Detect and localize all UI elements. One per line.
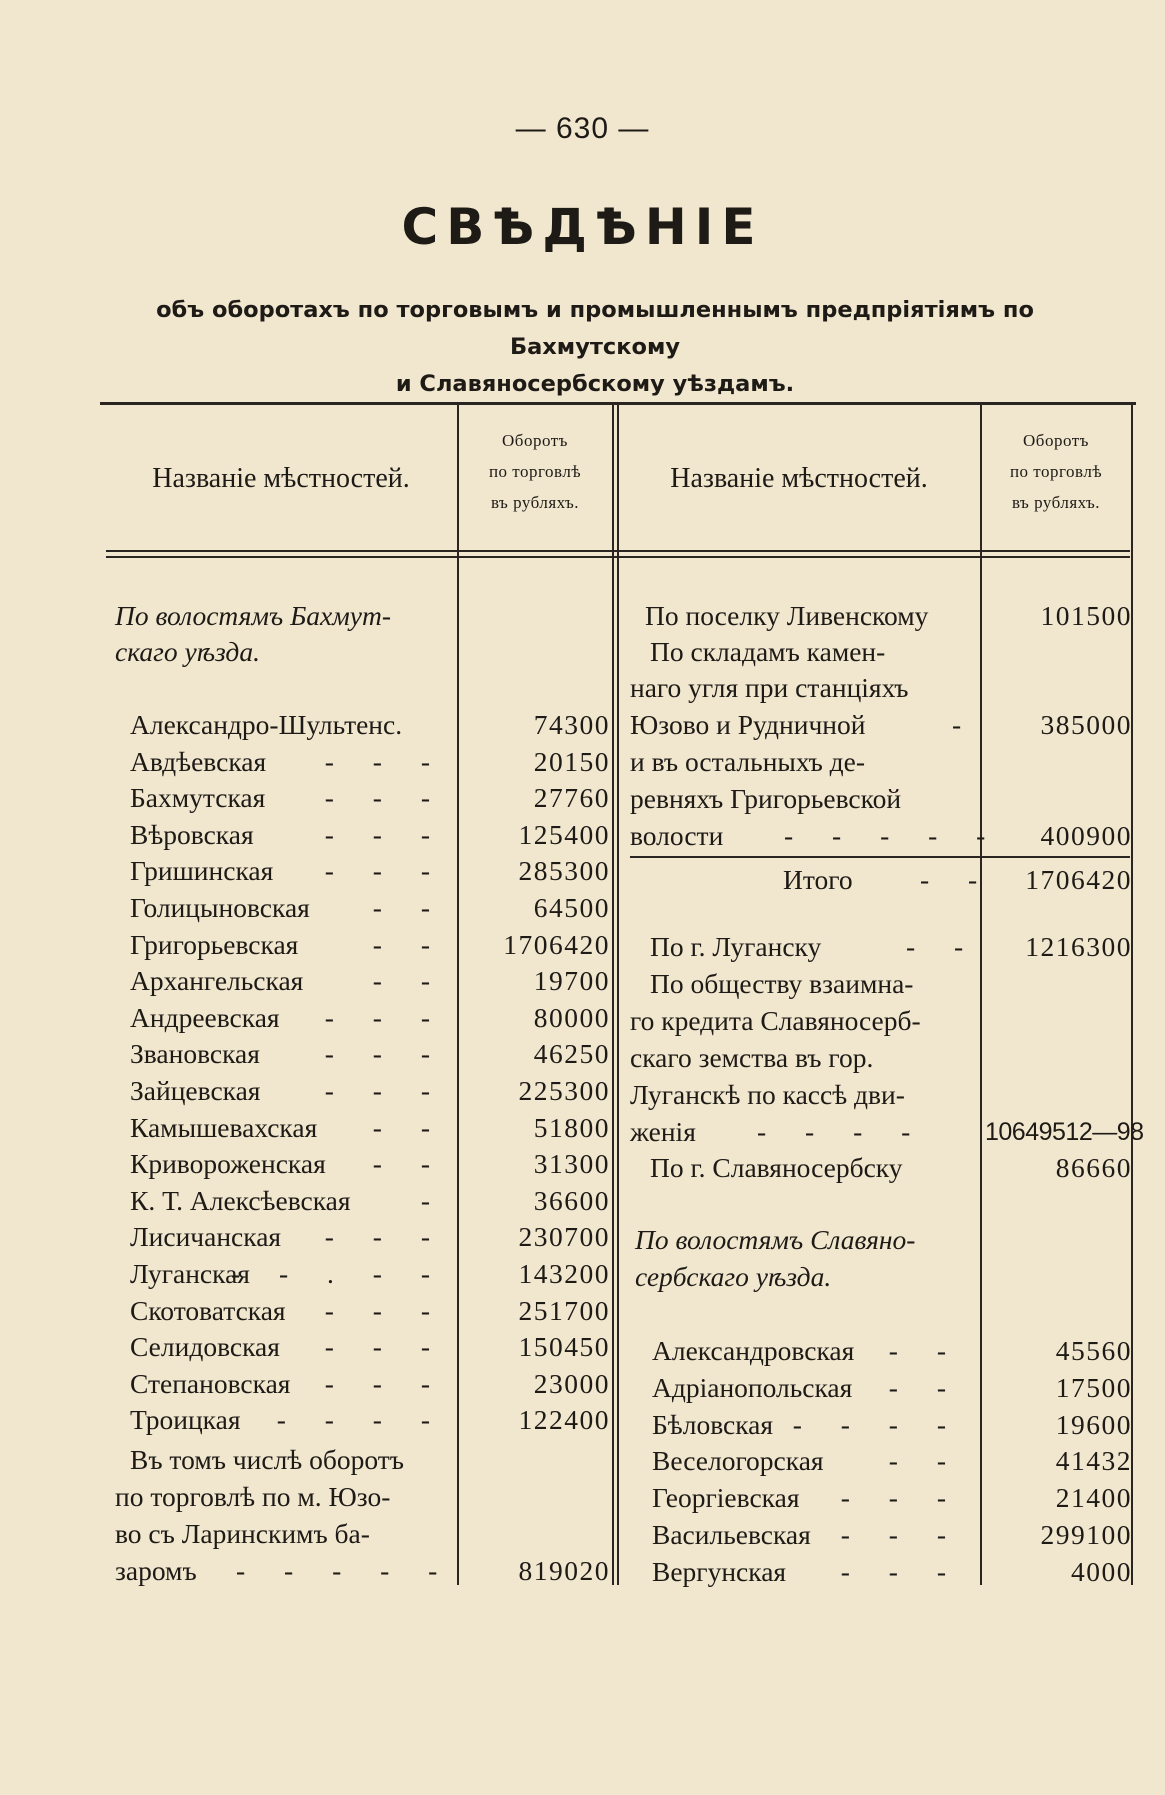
right-r2-line-4: и въ остальныхъ де- <box>630 746 866 777</box>
right-total-value: 1706420 <box>1025 864 1132 895</box>
right-total-label: Итого <box>783 864 853 895</box>
left-row-value: 27760 <box>533 782 610 814</box>
right-society-value: 10649512—98 <box>985 1118 1144 1146</box>
header-name-left: Названіе мѣстностей. <box>152 463 410 494</box>
left-row-value: 122400 <box>518 1404 610 1436</box>
left-row-value: 1706420 <box>503 928 610 960</box>
left-row-value: 46250 <box>533 1038 610 1070</box>
left-row-dots: - <box>420 1184 446 1216</box>
right-r2-line-5: ревняхъ Григорьевской <box>630 783 902 814</box>
left-row-name: Степановская <box>130 1367 291 1399</box>
col-divider-1 <box>457 405 459 1585</box>
left-row-name: Гришинская <box>130 855 274 887</box>
left-row-dots: - - - <box>324 745 446 777</box>
right-row-dots: - - <box>888 1371 962 1403</box>
subtitle-line-2: и Славяносербскому уѣздамъ. <box>395 371 795 397</box>
col-divider-2 <box>612 405 614 1585</box>
col-divider-2b <box>617 405 619 1585</box>
left-row-value: 230700 <box>518 1221 610 1253</box>
right-r2-line-3-value: 385000 <box>1040 709 1132 740</box>
left-note-line-3: во съ Ларинскимъ ба- <box>115 1518 370 1549</box>
right-row-value: 299100 <box>1040 1519 1132 1550</box>
right-r2-line-6: волости <box>630 820 724 851</box>
left-row-dots: - - <box>372 1111 446 1143</box>
left-row-dots: - - - <box>324 1294 446 1326</box>
left-row-dots: - - - - <box>276 1404 446 1436</box>
page-number: — 630 — <box>515 112 650 145</box>
left-row-value: 64500 <box>533 892 610 923</box>
left-row-dots: - - - <box>324 855 446 887</box>
left-row-dots: - - . - - <box>230 1258 446 1289</box>
header-turnover-left <box>458 425 612 518</box>
right-r2-line-3-dots: - <box>952 709 978 740</box>
right-row-value: 21400 <box>1055 1482 1132 1514</box>
left-row-name: Авдѣевская <box>130 745 267 777</box>
left-row-value: 51800 <box>533 1111 610 1143</box>
left-row-name: Селидовская <box>130 1331 280 1363</box>
right-section-line-1: По волостямъ Славяно- <box>635 1224 916 1255</box>
left-row-name: Камышевахская <box>130 1111 318 1143</box>
right-row-dots: - - - <box>840 1482 962 1514</box>
right-society-line-2: го кредита Славяносерб- <box>630 1005 921 1036</box>
left-row-dots: - - - <box>324 1221 446 1253</box>
left-row-dots: - - - <box>324 1367 446 1399</box>
right-total-dots: - - <box>920 864 994 895</box>
left-row-name: Луганская <box>130 1258 250 1289</box>
left-row-dots: - - <box>372 965 446 997</box>
right-society-line-3: скаго земства въ гор. <box>630 1042 874 1073</box>
right-row-dots: - - - <box>840 1519 962 1550</box>
left-note-dots: - - - - - <box>236 1555 454 1586</box>
right-row-dots: - - <box>888 1445 962 1477</box>
col-divider-3 <box>980 405 982 1585</box>
left-row-dots: - - - <box>324 1075 446 1106</box>
left-row-value: 23000 <box>533 1367 610 1399</box>
left-row-name: Бахмутская <box>130 782 266 814</box>
left-row-value: 80000 <box>533 1001 610 1033</box>
left-row-name: Архангельская <box>130 965 304 997</box>
header-turnover-line3: въ рубляхъ. <box>1011 493 1101 512</box>
left-row-value: 19700 <box>533 965 610 997</box>
left-note-line-2: по торговлѣ по м. Юзо- <box>115 1481 391 1512</box>
left-row-name: Кривороженская <box>130 1148 326 1180</box>
right-row-name: Бѣловская <box>652 1408 774 1440</box>
left-row-value: 285300 <box>518 855 610 887</box>
header-turnover-line1: Оборотъ <box>1023 431 1089 450</box>
header-turnover-line1: Оборотъ <box>502 431 568 450</box>
left-row-value: 31300 <box>533 1148 610 1180</box>
left-row-value: 74300 <box>533 709 610 740</box>
right-row-name: Васильевская <box>652 1519 811 1550</box>
right-r2-line-3: Юзово и Рудничной <box>630 709 866 740</box>
left-note-line-1: Въ томъ числѣ оборотъ <box>130 1444 404 1475</box>
left-note-value: 819020 <box>518 1555 610 1586</box>
right-row-value: 17500 <box>1055 1371 1132 1403</box>
left-row-dots: - - <box>372 928 446 960</box>
left-row-value: 225300 <box>518 1075 610 1106</box>
right-row-dots: - - <box>888 1335 962 1366</box>
left-row-dots: - - - <box>324 818 446 850</box>
left-row-name: Андреевская <box>130 1001 280 1033</box>
subtitle-line-1: объ оборотахъ по торговымъ и промышленнымъ предпріятіямъ по Бахмутскому <box>156 297 1034 360</box>
left-row-name: Голицыновская <box>130 892 310 923</box>
left-row-dots: - - <box>372 1148 446 1180</box>
right-row-name: Георгіевская <box>652 1482 800 1514</box>
right-society-dots: - - - - <box>757 1116 927 1147</box>
left-section-line-2: скаго уѣзда. <box>115 636 260 667</box>
left-row-value: 143200 <box>518 1258 610 1289</box>
right-society-line-5: женія <box>630 1116 696 1147</box>
right-r1-name: По поселку Ливенскому <box>645 600 929 631</box>
left-row-value: 251700 <box>518 1294 610 1326</box>
right-row-name: Александровская <box>652 1335 855 1366</box>
right-r1-value: 101500 <box>1040 600 1132 631</box>
right-row-name: Веселогорская <box>652 1445 824 1477</box>
left-row-name: Григорьевская <box>130 928 299 960</box>
right-row-value: 41432 <box>1055 1445 1132 1477</box>
left-section-line-1: По волостямъ Бахмут- <box>115 600 392 631</box>
header-turnover-right <box>981 425 1131 518</box>
right-row-value: 4000 <box>1071 1555 1132 1587</box>
left-row-value: 20150 <box>533 745 610 777</box>
right-slavyanoserbsk-name: По г. Славяносербску <box>650 1152 903 1183</box>
right-section-line-2: сербскаго уѣзда. <box>635 1261 832 1292</box>
left-row-name: Лисичанская <box>130 1221 282 1253</box>
total-rule <box>630 856 1130 858</box>
left-row-name: Звановская <box>130 1038 260 1070</box>
left-row-value: 150450 <box>518 1331 610 1363</box>
header-turnover-line2: по торговлѣ <box>488 462 582 481</box>
page-subtitle <box>100 292 1090 403</box>
left-row-value: 125400 <box>518 818 610 850</box>
right-r2-line-2: наго угля при станціяхъ <box>630 672 909 703</box>
header-turnover-line2: по торговлѣ <box>1009 462 1103 481</box>
left-row-dots: - - <box>372 892 446 923</box>
left-row-dots: - - - <box>324 1001 446 1033</box>
right-row-name: Адріанопольская <box>652 1371 853 1403</box>
right-row-dots: - - - <box>840 1555 962 1587</box>
right-r2-line-6-dots: - - - - - <box>784 820 1002 851</box>
right-row-name: Вергунская <box>652 1555 787 1587</box>
left-row-name: К. Т. Алексѣевская <box>130 1184 351 1216</box>
right-slavyanoserbsk-value: 86660 <box>1055 1152 1132 1183</box>
right-lugansk-value: 1216300 <box>1025 931 1132 962</box>
right-row-dots: - - - - <box>792 1408 962 1440</box>
left-row-value: 36600 <box>533 1184 610 1216</box>
left-row-dots: - - - <box>324 1038 446 1070</box>
right-r2-line-1: По складамъ камен- <box>650 636 886 667</box>
left-row-name: Троицкая <box>130 1404 241 1436</box>
right-row-value: 45560 <box>1055 1335 1132 1366</box>
header-name-right: Названіе мѣстностей. <box>670 463 928 494</box>
left-row-name: Александро-Шультенс. <box>130 709 403 740</box>
left-row-name: Вѣровская <box>130 818 254 850</box>
left-row-name: Зайцевская <box>130 1075 261 1106</box>
left-row-dots: - - - <box>324 1331 446 1363</box>
right-row-value: 19600 <box>1055 1408 1132 1440</box>
right-society-line-1: По обществу взаимна- <box>650 968 914 999</box>
left-row-dots: - - - <box>324 782 446 814</box>
right-lugansk-dots: - - <box>906 931 980 962</box>
right-society-line-4: Луганскѣ по кассѣ дви- <box>630 1079 905 1110</box>
page-title: СВѢДѢНІЕ <box>401 198 764 256</box>
left-row-name: Скотоватская <box>130 1294 286 1326</box>
right-r2-line-6-value: 400900 <box>1040 820 1132 851</box>
header-turnover-line3: въ рубляхъ. <box>490 493 580 512</box>
left-note-line-4: заромъ <box>115 1555 197 1586</box>
right-lugansk-name: По г. Луганску <box>650 931 822 962</box>
